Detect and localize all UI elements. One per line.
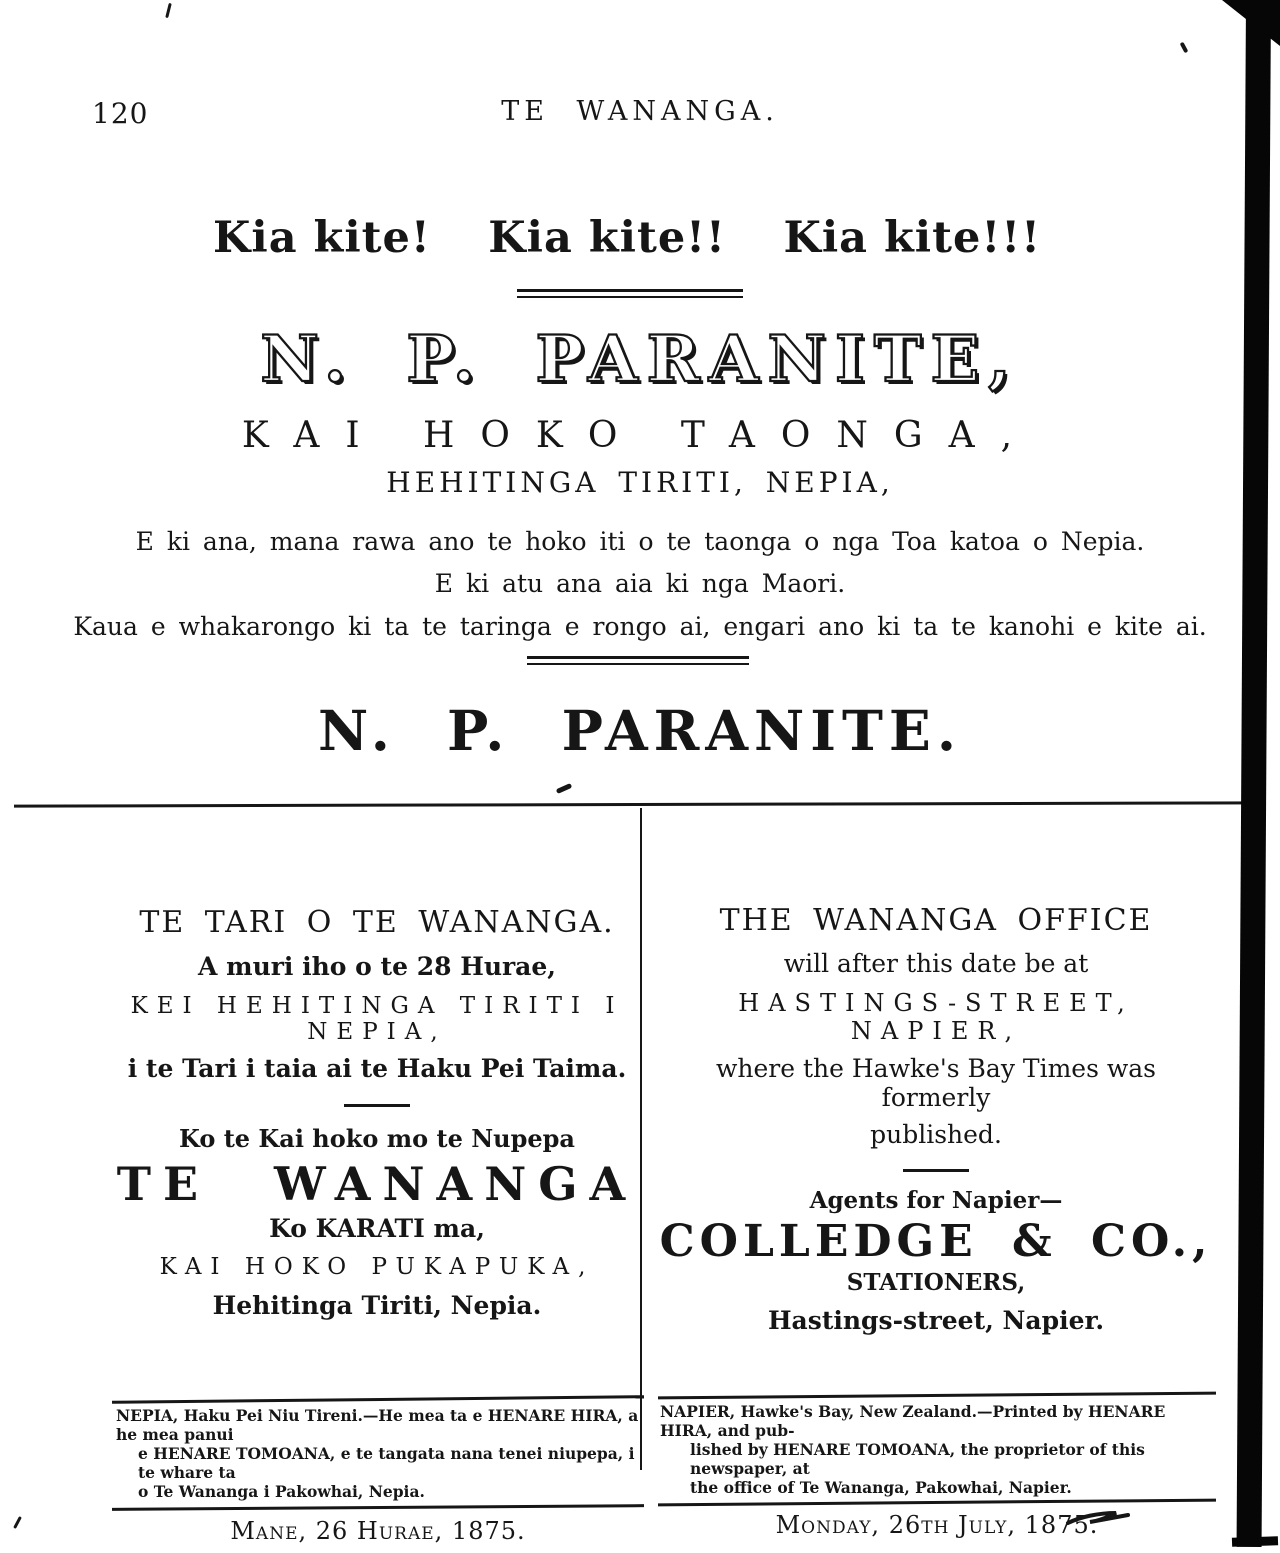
right-line1: will after this date be at bbox=[783, 949, 1089, 978]
right-imprint-line1: NAPIER, Hawke's Bay, New Zealand.—Printed by HENARE HIRA, and pub- bbox=[660, 1401, 1166, 1440]
left-imprint-rule-bottom bbox=[112, 1504, 644, 1510]
right-line4: published. bbox=[870, 1120, 1002, 1149]
right-heading: THE WANANGA OFFICE bbox=[719, 903, 1153, 938]
left-column bbox=[112, 905, 642, 1320]
scan-bar-foot bbox=[1232, 1536, 1278, 1547]
left-paper-title: TE WANANGA bbox=[116, 1157, 638, 1211]
section-rule bbox=[14, 801, 1266, 807]
left-agent-trade: KAI HOKO PUKAPUKA, bbox=[159, 1254, 595, 1280]
ink-mark-bottom-left bbox=[13, 1516, 22, 1529]
double-rule-top bbox=[517, 289, 743, 298]
left-line2: KEI HEHITINGA TIRITI I NEPIA, bbox=[130, 993, 624, 1045]
masthead-title: TE WANANGA. bbox=[501, 96, 779, 127]
page-number: 120 bbox=[92, 97, 149, 130]
right-imprint-line3: the office of Te Wananga, Pakowhai, Napier. bbox=[690, 1477, 1072, 1497]
left-date-line: Mane, 26 Hurae, 1875. bbox=[230, 1517, 526, 1545]
left-imprint-line3: o Te Wananga i Pakowhai, Nepia. bbox=[138, 1481, 425, 1501]
advert-ornate-title: N. P. PARANITE, bbox=[260, 322, 1020, 397]
left-agent-intro: Ko te Kai hoko mo te Nupepa bbox=[179, 1124, 575, 1153]
kia-kite-3: Kia kite!!! bbox=[783, 213, 1041, 263]
left-line3: i te Tari i taia ai te Haku Pei Taima. bbox=[127, 1054, 627, 1083]
right-line3: where the Hawke's Bay Times was formerly bbox=[715, 1054, 1156, 1112]
advert-trade-line: KAI HOKO TAONGA, bbox=[241, 415, 1039, 456]
left-agent-address: Hehitinga Tiriti, Nepia. bbox=[212, 1291, 542, 1320]
left-imprint-rule-top bbox=[112, 1395, 644, 1403]
left-agent-name: Ko KARATI ma, bbox=[269, 1214, 485, 1243]
kia-kite-row bbox=[213, 213, 1041, 263]
left-imprint-box bbox=[112, 1398, 644, 1545]
right-imprint-rule-top bbox=[658, 1392, 1216, 1399]
advert-body-line1: E ki ana, mana rawa ano te hoko iti o te taonga o nga Toa katoa o Nepia. bbox=[135, 527, 1145, 556]
left-line1: A muri iho o te 28 Hurae, bbox=[198, 952, 556, 981]
advert-signature: N. P. PARANITE. bbox=[317, 698, 962, 763]
pen-squiggle-icon bbox=[1058, 1495, 1148, 1531]
double-rule-bottom bbox=[527, 656, 749, 665]
ink-mark-mid bbox=[556, 783, 573, 794]
right-short-rule bbox=[903, 1169, 969, 1172]
scan-binding-bar bbox=[1237, 0, 1271, 1547]
right-imprint-text bbox=[658, 1402, 1216, 1497]
advert-body-line2: E ki atu ana aia ki nga Maori. bbox=[434, 569, 846, 598]
right-company: COLLEDGE & CO., bbox=[659, 1216, 1213, 1267]
right-company-trade: STATIONERS, bbox=[846, 1269, 1026, 1296]
ink-mark-top-left bbox=[165, 3, 172, 18]
kia-kite-2: Kia kite!! bbox=[488, 213, 726, 263]
left-imprint-line2: e HENARE TOMOANA, e te tangata nana tenei niupepa, i te whare ta bbox=[138, 1443, 635, 1482]
left-heading: TE TARI O TE WANANGA. bbox=[139, 905, 615, 940]
right-line2: HASTINGS-STREET, NAPIER, bbox=[738, 989, 1134, 1045]
right-agents-intro: Agents for Napier— bbox=[809, 1187, 1063, 1214]
left-short-rule bbox=[344, 1104, 410, 1107]
kia-kite-1: Kia kite! bbox=[213, 213, 431, 263]
left-imprint-line1: NEPIA, Haku Pei Niu Tireni.—He mea ta e HENARE HIRA, a he mea panui bbox=[116, 1405, 639, 1444]
advert-body-line3: Kaua e whakarongo ki ta te taringa e rongo ai, engari ano ki ta te kanohi e kite ai. bbox=[73, 612, 1207, 641]
advert-address-line: HEHITINGA TIRITI, NEPIA, bbox=[386, 466, 894, 499]
ink-mark-top-right bbox=[1180, 42, 1189, 54]
right-imprint-line2: lished by HENARE TOMOANA, the proprietor of this newspaper, at bbox=[690, 1439, 1145, 1478]
right-company-address: Hastings-street, Napier. bbox=[767, 1306, 1105, 1335]
right-date-line: Monday, 26th July, 1875. bbox=[775, 1511, 1099, 1539]
left-imprint-text bbox=[112, 1406, 644, 1501]
right-column bbox=[658, 903, 1214, 1335]
